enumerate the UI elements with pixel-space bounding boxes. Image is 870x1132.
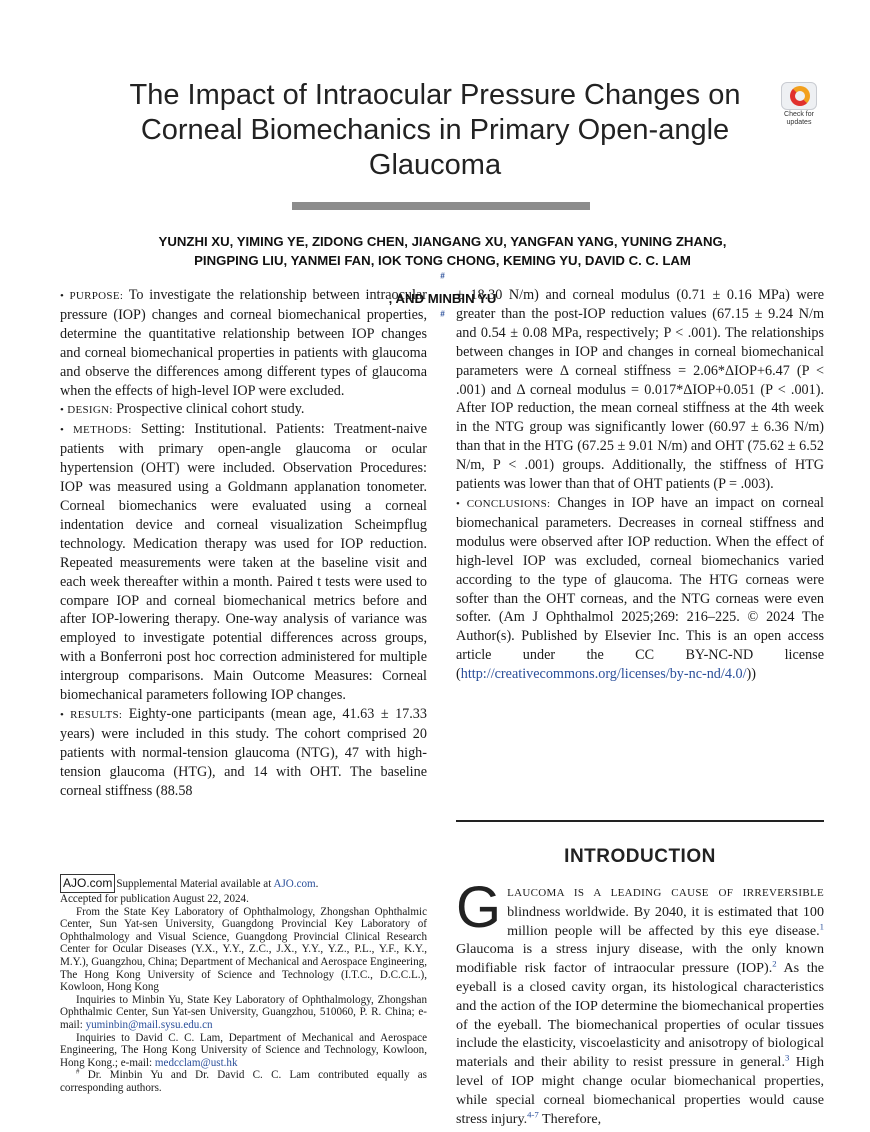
- supplemental-link[interactable]: AJO.com: [273, 878, 316, 890]
- section-divider: [456, 820, 824, 822]
- title-divider: [292, 202, 590, 210]
- methods-label: • METHODS:: [60, 424, 132, 437]
- corresponding-mark: #: [440, 271, 445, 281]
- purpose-label: • PURPOSE:: [60, 290, 124, 302]
- affiliations: From the State Key Laboratory of Ophthalmology, Zhongshan Ophthalmic Center, Sun Yat-sen University, Guangdong Provincial Key Laboratory of Ophthalmology and Visual Science, Guangdong Provincial Clinical Research Center for Ocular Diseases (Y.X., Y.Y., Z.C., J.X., Y.Y., Y.Z., P.L., Y.F., K.Y., M.Y.), Guangzhou, China; Department of Mechanical and Aerospace Engineering, The Hong Kong University of Science and Technology (I.T.C., D.C.C.L.), Kowloon, Hong Kong: [60, 905, 427, 994]
- results-label: • RESULTS:: [60, 708, 123, 721]
- check-for-updates-label: Check for updates: [784, 111, 814, 126]
- abstract-conclusions: • CONCLUSIONS: Changes in IOP have an impact on corneal biomechanical parameters. Decreases in corneal stiffness and modulus were observed after IOP reduction. When the effect of high-level IOP was excluded, corneal biomechanics varied according to the type of glaucoma. The HTG corneas were softer than the OHT corneas, and the NTG corneas were even softer. (Am J Ophthalmol 2025;269: 216–225. © 2024 The Author(s). Published by Elsevier Inc. This is an open access article under the CC BY-NC-ND license (http://creativecommons.org/licenses/by-nc-nd/4.0/)): [456, 494, 824, 683]
- reference-link[interactable]: 3: [784, 1052, 790, 1063]
- introduction-body: GLAUCOMA IS A LEADING CAUSE OF IRREVERSIBLE blindness worldwide. By 2040, it is estimated that 100 million people will be affected by this eye disease.$^1$ Glaucoma is a stress injury disease, with the only known modifiable risk factor of intraocular pressure (IOP).$^2$ As the eyeball is a closed cavity organ, its histological characteristics and the action of the IOP determine the biomechanical properties of the eyeball. The biomechanical properties of ocular tissues include the elasticity, viscoelasticity and anisotropy of biological materials and their ability to resist pressure in general.$^3$ High level of IOP might change ocular biomechanical properties, while special corneal biomechanical properties would cause stress injury.$^{4-7}$ Therefore,: [456, 875, 825, 1127]
- citation-text: (Am J Ophthalmol 2025;269: 216–225. © 2024 The Author(s). Published by Elsevier Inc. This is an open access article under the CC BY-NC-ND license (: [456, 609, 824, 683]
- ajo-logo: AJO.com: [60, 874, 115, 893]
- design-label: • DESIGN:: [60, 404, 113, 417]
- author-line-1: YUNZHI XU, YIMING YE, ZIDONG CHEN, JIANGANG XU, YANGFAN YANG, YUNING ZHANG,: [158, 234, 727, 249]
- drop-cap: G: [456, 875, 502, 940]
- conclusions-label: • CONCLUSIONS:: [456, 497, 551, 510]
- reference-link[interactable]: 1: [819, 920, 824, 931]
- email-link-lam[interactable]: medcclam@ust.hk: [154, 1056, 238, 1069]
- accepted-date: Accepted for publication August 22, 2024.: [60, 893, 249, 905]
- email-link-yu[interactable]: yuminbin@mail.sysu.edu.cn: [85, 1018, 213, 1031]
- corresponding-mark: #: [440, 309, 445, 319]
- check-for-updates-button[interactable]: [775, 82, 823, 128]
- equal-contribution-note: # Dr. Minbin Yu and Dr. David C. C. Lam contributed equally as corresponding authors.: [60, 1068, 427, 1094]
- abstract-results-continued: ± 18.30 N/m) and corneal modulus (0.71 ± 0.16 MPa) were greater than the post-IOP reduction values (67.15 ± 9.24 N/m and 0.54 ± 0.08 MPa, respectively; P < .001). The relationships between changes in IOP and changes in corneal biomechanical parameters were Δ corneal stiffness = 2.06*ΔIOP+6.47 (P < .001) and Δ corneal modulus = 0.017*ΔIOP+0.051 (P < .001). After IOP reduction, the mean corneal stiffness at the 4th week in the NTG group was significantly lower (60.97 ± 6.36 N/m) than that in the HTG (67.25 ± 9.01 N/m) and OHT (75.62 ± 6.52 N/m, P < .001) groups. Additionally, the stiffness of HTG patients was lower than that of OHT patients (P = .003).: [456, 287, 824, 493]
- title-line-2: Corneal Biomechanics in Primary Open-angle: [140, 114, 730, 146]
- abstract-methods: • METHODS: Setting: Institutional. Patients: Treatment-naive patients with primary open-angle glaucoma or ocular hypertension (OHT) were included. Observation Procedures: IOP was measured using a Goldmann applanation tonometer. Corneal biomechanics were evaluated using a corneal indentation device and corneal visualization Scheimpflug technology. Medication therapy was used for IOP reduction. Repeated measurements were taken at the baseline visit and each week thereafter within a month. Paired t tests were used to compare IOP and corneal biomechanical metrics before and after IOP-lowering therapy. One-way analysis of variance was employed to investigate potential differences across groups, with a Bonferroni post hoc correction administered for multiple intergroup comparisons. Main Outcome Measures: Corneal biomechanical parameters following IOP changes.: [60, 421, 427, 704]
- reference-link[interactable]: 2: [772, 958, 777, 969]
- inquiry-lam: Inquiries to David C. C. Lam, Department of Mechanical and Aerospace Engineering, The Hong Kong University of Science and Technology, Kowloon, Hong Kong.; e-mail: medcclam@ust.hk: [60, 1031, 427, 1069]
- introduction-heading: INTRODUCTION: [564, 846, 716, 867]
- supplemental-note: AJO.com Supplemental Material available at AJO.com.: [60, 874, 427, 893]
- lead-in: LAUCOMA IS A LEADING CAUSE OF IRREVERSIBLE: [507, 887, 824, 899]
- footnotes: [60, 874, 427, 1095]
- title-line-1: The Impact of Intraocular Pressure Changes on: [129, 79, 741, 111]
- check-for-updates-icon: [781, 82, 817, 110]
- abstract-right-column: [456, 286, 824, 684]
- reference-link[interactable]: 4-7: [527, 1108, 539, 1119]
- abstract-left-column: [60, 286, 427, 800]
- abstract-purpose: • PURPOSE: To investigate the relationship between intraocular pressure (IOP) changes and corneal biomechanical properties, determine the quantitative relationship between IOP changes and corneal biomechanical properties in patients with glaucoma and observe the differences among different types of glaucoma when the effects of high-level IOP were excluded.: [60, 287, 427, 399]
- author-line-2: PINGPING LIU, YANMEI FAN, IOK TONG CHONG, KEMING YU, DAVID C. C. LAM # , AND MINBIN YU #: [194, 253, 691, 319]
- article-title: [110, 78, 760, 183]
- title-line-3: Glaucoma: [368, 149, 502, 181]
- abstract-design: • DESIGN: Prospective clinical cohort study.: [60, 401, 305, 418]
- license-link[interactable]: http://creativecommons.org/licenses/by-nc-nd/4.0/: [460, 666, 747, 683]
- abstract-results: • RESULTS: Eighty-one participants (mean age, 41.63 ± 17.33 years) were included in this study. The cohort comprised 20 patients with normal-tension glaucoma (NTG), 47 with high-tension glaucoma (HTG), and 14 with OHT. The baseline corneal stiffness (88.58: [60, 705, 427, 799]
- inquiry-yu: Inquiries to Minbin Yu, State Key Laboratory of Ophthalmology, Zhongshan Ophthalmic Center, Sun Yat-sen University, Guangzhou, 510060, P. R. China; e-mail: yuminbin@mail.sysu.edu.cn: [60, 993, 427, 1031]
